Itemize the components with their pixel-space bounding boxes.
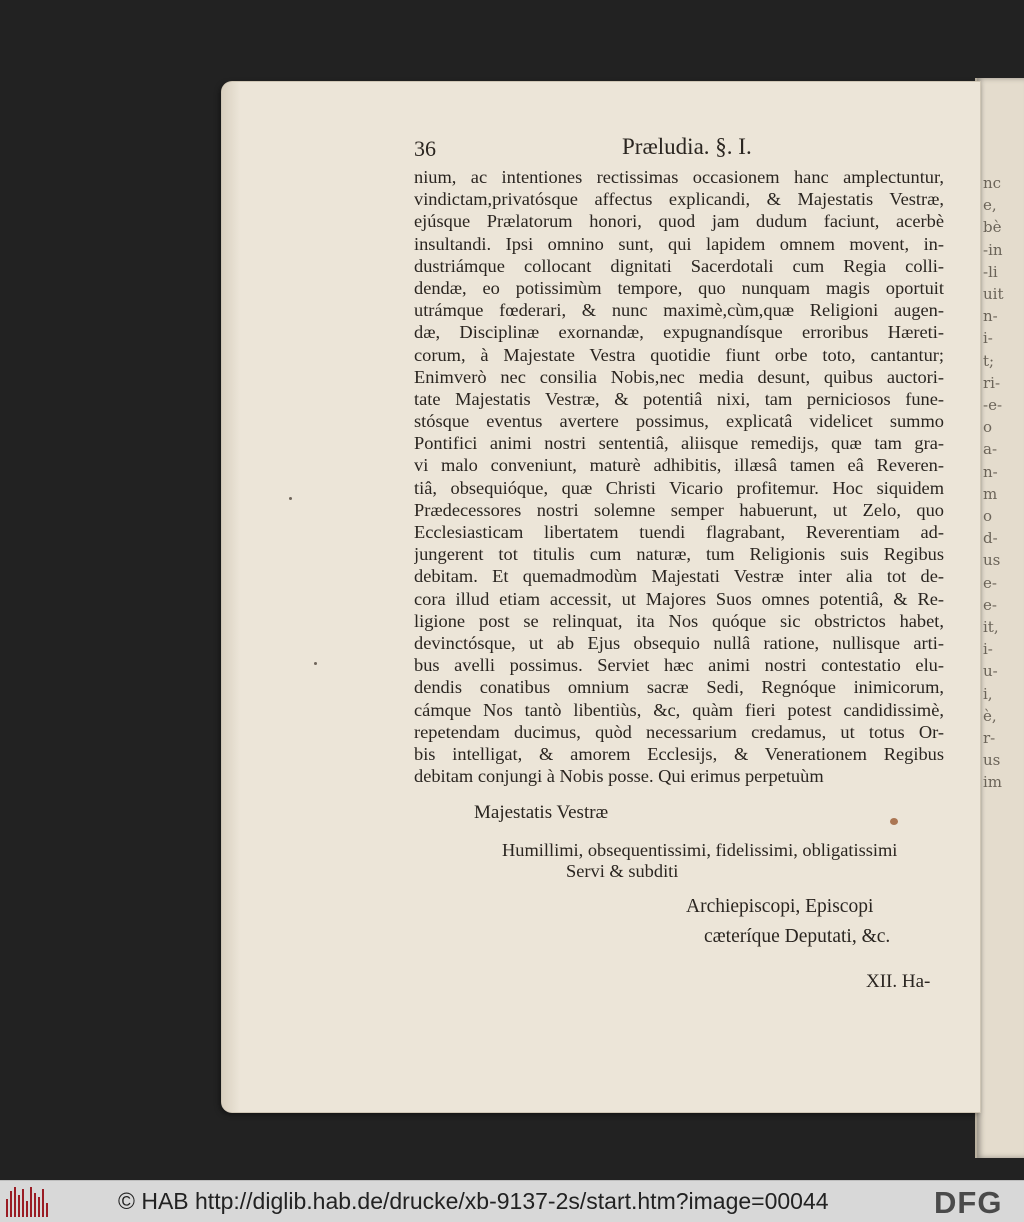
facing-page-fragment: u- bbox=[983, 662, 998, 681]
subscription-line-1: Humillimi, obsequentissimi, fidelissimi, obligatissimi bbox=[502, 840, 898, 860]
facing-page-fragment: -in bbox=[983, 240, 1003, 259]
facing-page-fragment: bè bbox=[983, 218, 1002, 237]
text-line: bus avelli possimus. Serviet hæc animi nostri contestatio elu- bbox=[414, 655, 944, 676]
text-line: Pontifici animi nostri sententiâ, aliisque remedijs, quæ tam gra- bbox=[414, 433, 944, 454]
text-line: dustriámque collocant dignitati Sacerdotali cum Regia colli- bbox=[414, 255, 944, 276]
facing-page-fragment: i, bbox=[983, 684, 993, 703]
text-line: tate Majestatis Vestræ, & potentiâ nixi, tam perniciosos fune- bbox=[414, 388, 944, 409]
facing-page-fragment: -e- bbox=[983, 396, 1003, 414]
hab-logo-bar bbox=[34, 1193, 36, 1217]
text-line: tiâ, obsequióque, quæ Christi Vicario profitemur. Hoc siquidem bbox=[414, 477, 944, 498]
signatories-line-1: Archiepiscopi, Episcopi bbox=[686, 896, 874, 917]
facing-page-fragment: a- bbox=[983, 440, 998, 459]
copyright-link[interactable]: © HAB http://diglib.hab.de/drucke/xb-9137-2s/start.htm?image=00044 bbox=[118, 1188, 829, 1214]
paper-speck bbox=[314, 662, 317, 665]
facing-page-fragment: us bbox=[983, 551, 1001, 570]
facing-page-fragment: d- bbox=[983, 529, 998, 548]
hab-logo-bar bbox=[18, 1195, 20, 1217]
text-line: cámque Nos tantò libentiùs, &c, quàm fieri potest candidissimè, bbox=[414, 699, 944, 720]
salutation: Majestatis Vestræ bbox=[474, 802, 609, 823]
text-line: Ecclesiasticam libertatem tuendi flagrabant, Reverentiam ad- bbox=[414, 522, 944, 542]
facing-page-fragment: -li bbox=[983, 262, 998, 281]
text-line: utrámque fœderari, & nunc maximè,cùm,quæ Religioni augen- bbox=[414, 300, 944, 321]
facing-page-fragment: im bbox=[983, 773, 1003, 792]
text-line: ejúsque Prælatorum honori, quod jam dudum faciunt, acerbè bbox=[414, 211, 944, 232]
text-line: insultandi. Ipsi omnino sunt, qui lapidem omnem movent, in- bbox=[414, 233, 944, 254]
text-line: vindictam,privatósque affectus explicandi, & Majestatis Vestræ, bbox=[414, 189, 944, 210]
text-line: vi malo conveniunt, maturè adhibitis, illæsâ tamen eâ Reveren- bbox=[414, 455, 944, 476]
facing-page-fragment: è, bbox=[983, 706, 997, 725]
running-head bbox=[414, 134, 944, 166]
hab-logo-bar bbox=[22, 1189, 24, 1217]
running-head-title: Præludia. §. I. bbox=[622, 134, 752, 159]
text-line: repetendam ducimus, quòd necessarium credamus, ut totus Or- bbox=[414, 721, 944, 742]
facing-page-fragment: o bbox=[983, 418, 993, 437]
page-edge-shadow bbox=[222, 82, 240, 1112]
dfg-logo: DFG bbox=[934, 1185, 1003, 1220]
text-line: cora illud etiam accessit, ut Majores Suos omnes potentiâ, & Re- bbox=[414, 588, 944, 609]
subscription-line-2: Servi & subditi bbox=[566, 861, 679, 881]
signatories-line-2: cæteríque Deputati, &c. bbox=[704, 926, 891, 947]
hab-logo-bar bbox=[14, 1187, 16, 1217]
hab-logo-bar bbox=[6, 1199, 8, 1217]
text-line: nium, ac intentiones rectissimas occasionem hanc amplectuntur, bbox=[414, 167, 944, 187]
facing-page-fragment: e, bbox=[983, 196, 997, 215]
text-line: jungerent tot titulis cum naturæ, tum Religionis suis Regibus bbox=[414, 544, 944, 565]
text-line: dendæ, eo potissimùm tempore, quo nunquam magis oportuit bbox=[414, 277, 944, 298]
text-line: ligione post se relinquat, ita Nos quóque sic obstrictos habet, bbox=[414, 610, 944, 631]
facing-page-fragment: n- bbox=[983, 462, 998, 481]
facing-page-edge bbox=[975, 78, 1024, 1158]
text-line: debitam conjungi à Nobis posse. Qui erimus perpetuùm bbox=[414, 766, 824, 787]
page-number: 36 bbox=[414, 136, 436, 161]
facing-page-fragment: ri- bbox=[983, 373, 1001, 392]
facing-page-fragment: it, bbox=[983, 618, 999, 636]
facing-page-fragment: t; bbox=[983, 351, 995, 370]
text-line: Prædecessores nostri solemne semper habuerunt, ut Zelo, quo bbox=[414, 499, 944, 520]
facing-page-fragment: n- bbox=[983, 307, 998, 326]
hab-logo-bar bbox=[46, 1203, 48, 1217]
facing-page-fragment: m bbox=[983, 484, 998, 503]
facing-page-fragment: o bbox=[983, 507, 993, 525]
ink-blot bbox=[890, 818, 898, 825]
text-line: bis intelligat, & amorem Ecclesijs, & Venerationem Regibus bbox=[414, 743, 944, 764]
text-line: dendis conatibus omnium sacræ Sedi, Regnóque inimicorum, bbox=[414, 677, 944, 698]
hab-logo-bar bbox=[26, 1201, 28, 1217]
facing-page-fragment: nc bbox=[983, 174, 1002, 192]
paper-speck bbox=[289, 497, 292, 500]
text-line: corum, à Majestate Vestra quotidie fiunt orbe toto, cantantur; bbox=[414, 344, 944, 365]
hab-logo-bar bbox=[30, 1187, 32, 1217]
hab-logo-bar bbox=[10, 1191, 12, 1217]
facing-page-fragment: i- bbox=[983, 640, 993, 659]
catchword: XII. Ha- bbox=[866, 971, 931, 992]
body-text bbox=[414, 166, 944, 787]
facing-page-fragment: us bbox=[983, 751, 1001, 770]
hab-logo-bar bbox=[38, 1197, 40, 1217]
text-line: dæ, Disciplinæ exornandæ, expugnandísque erroribus Hæreti- bbox=[414, 322, 944, 343]
facing-page-fragment: e- bbox=[983, 595, 997, 614]
facing-page-fragment: e- bbox=[983, 573, 997, 592]
facing-page-fragment: i- bbox=[983, 329, 993, 348]
hab-logo-bar bbox=[42, 1189, 44, 1217]
text-line: devinctósque, ut ab Ejus obsequio nullâ ratione, nullisque arti- bbox=[414, 632, 944, 653]
page-text-block bbox=[414, 134, 944, 787]
facing-page-fragment: r- bbox=[983, 729, 996, 747]
footer-bar bbox=[0, 1180, 1024, 1222]
text-line: stósque eventus avertere possimus, explicatâ videlicet summo bbox=[414, 411, 944, 432]
facing-page-fragment: uit bbox=[983, 285, 1004, 303]
text-line: debitam. Et quemadmodùm Majestati Vestræ inter alia tot de- bbox=[414, 566, 944, 587]
text-line: Enimverò nec consilia Nobis,nec media desunt, quibus auctori- bbox=[414, 366, 944, 387]
hab-logo-icon bbox=[6, 1187, 48, 1217]
